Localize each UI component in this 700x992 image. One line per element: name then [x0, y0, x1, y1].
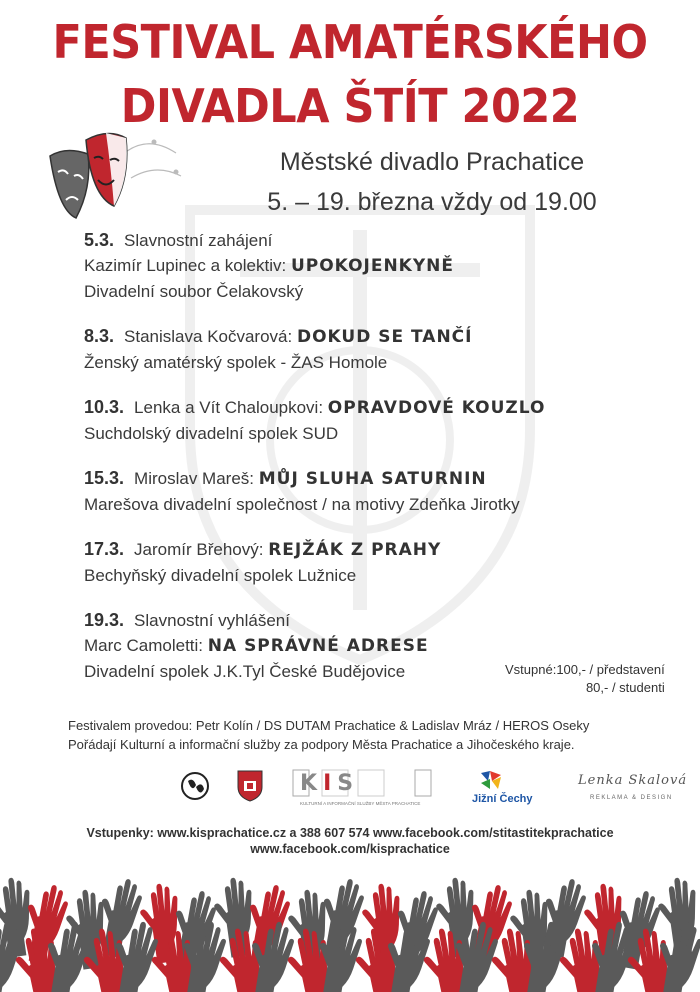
play-title: REJŽÁK Z PRAHY — [268, 540, 442, 560]
program-event — [84, 466, 644, 517]
designer-subtitle: REKLAMA & DESIGN — [590, 795, 673, 801]
organizers-line1: Festivalem provedou: Petr Kolín / DS DUTAM Prachatice & Ladislav Mráz / HEROS Oseky — [68, 718, 590, 733]
kis-subtitle: KULTURNÍ A INFORMAČNÍ SLUŽBY MĚSTA PRACHATICE — [300, 801, 421, 806]
tickets-line2: www.facebook.com/kisprachatice — [250, 842, 450, 856]
price-standard: Vstupné:100,- / představení — [505, 662, 665, 677]
theatre-masks-icon — [36, 128, 186, 228]
jizni-cechy-label: Jižní Čechy — [472, 793, 533, 805]
organizers-line2: Pořádají Kulturní a informační služby za podpory Města Prachatice a Jihočeského kraje. — [68, 737, 575, 752]
event-date: 5.3. — [84, 230, 115, 250]
event-date: 19.3. — [84, 610, 125, 630]
event-date: 17.3. — [84, 539, 125, 559]
event-date: 15.3. — [84, 468, 125, 488]
event-author: Stanislava Kočvarová: — [124, 327, 293, 346]
event-ensemble: Ženský amatérský spolek - ŽAS Homole — [84, 353, 388, 372]
program-event — [84, 395, 644, 446]
event-ensemble: Suchdolský divadelní spolek SUD — [84, 424, 339, 443]
organizers-info — [68, 716, 589, 754]
event-date: 8.3. — [84, 326, 115, 346]
event-author: Kazimír Lupinec a kolektiv: — [84, 256, 287, 275]
event-ensemble: Marešova divadelní společnost / na motivy Zdeňka Jirotky — [84, 495, 520, 514]
kis-letters: KIS — [300, 771, 360, 796]
play-title: OPRAVDOVÉ KOUZLO — [327, 398, 546, 418]
program-list — [84, 228, 644, 704]
theatre-club-logo — [180, 771, 210, 801]
kis-logo-text — [300, 771, 359, 796]
event-ensemble: Divadelní soubor Čelakovský — [84, 282, 304, 301]
price-students: 80,- / studenti — [585, 680, 665, 695]
sponsor-logos — [0, 765, 700, 815]
designer-signature: Lenka Skalová — [578, 773, 688, 788]
program-event — [84, 324, 644, 375]
event-date: 10.3. — [84, 397, 125, 417]
event-ensemble: Bechyňský divadelní spolek Lužnice — [84, 566, 357, 585]
festival-dates: 5. – 19. března vždy od 19.00 — [267, 188, 597, 216]
festival-title-line1: FESTIVAL AMATÉRSKÉHO — [52, 15, 648, 70]
play-title: MŮJ SLUHA SATURNIN — [258, 469, 487, 489]
event-author: Marc Camoletti: — [84, 636, 204, 655]
tickets-line1: Vstupenky: www.kisprachatice.cz a 388 607 574 www.facebook.com/stitastitekprachatice — [86, 826, 614, 840]
play-title: NA SPRÁVNÉ ADRESE — [207, 636, 429, 656]
play-title: DOKUD SE TANČÍ — [296, 327, 473, 347]
festival-title-line2: DIVADLA ŠTÍT 2022 — [120, 80, 580, 134]
ticket-prices — [505, 661, 665, 697]
venue-name: Městské divadlo Prachatice — [279, 148, 585, 176]
play-title: UPOKOJENKYNĚ — [290, 256, 455, 276]
event-author: Miroslav Mareš: — [134, 469, 255, 488]
program-event — [84, 537, 644, 588]
raised-hands-illustration — [0, 852, 700, 992]
event-author: Lenka a Vít Chaloupkovi: — [134, 398, 324, 417]
event-note: Slavnostní vyhlášení — [134, 611, 290, 630]
event-author: Jaromír Břehový: — [134, 540, 264, 559]
jizni-cechy-logo — [478, 769, 504, 791]
prachatice-coat-of-arms-logo — [236, 769, 264, 803]
program-event — [84, 228, 644, 304]
event-ensemble: Divadelní spolek J.K.Tyl České Budějovice — [84, 662, 406, 681]
event-note: Slavnostní zahájení — [124, 231, 273, 250]
